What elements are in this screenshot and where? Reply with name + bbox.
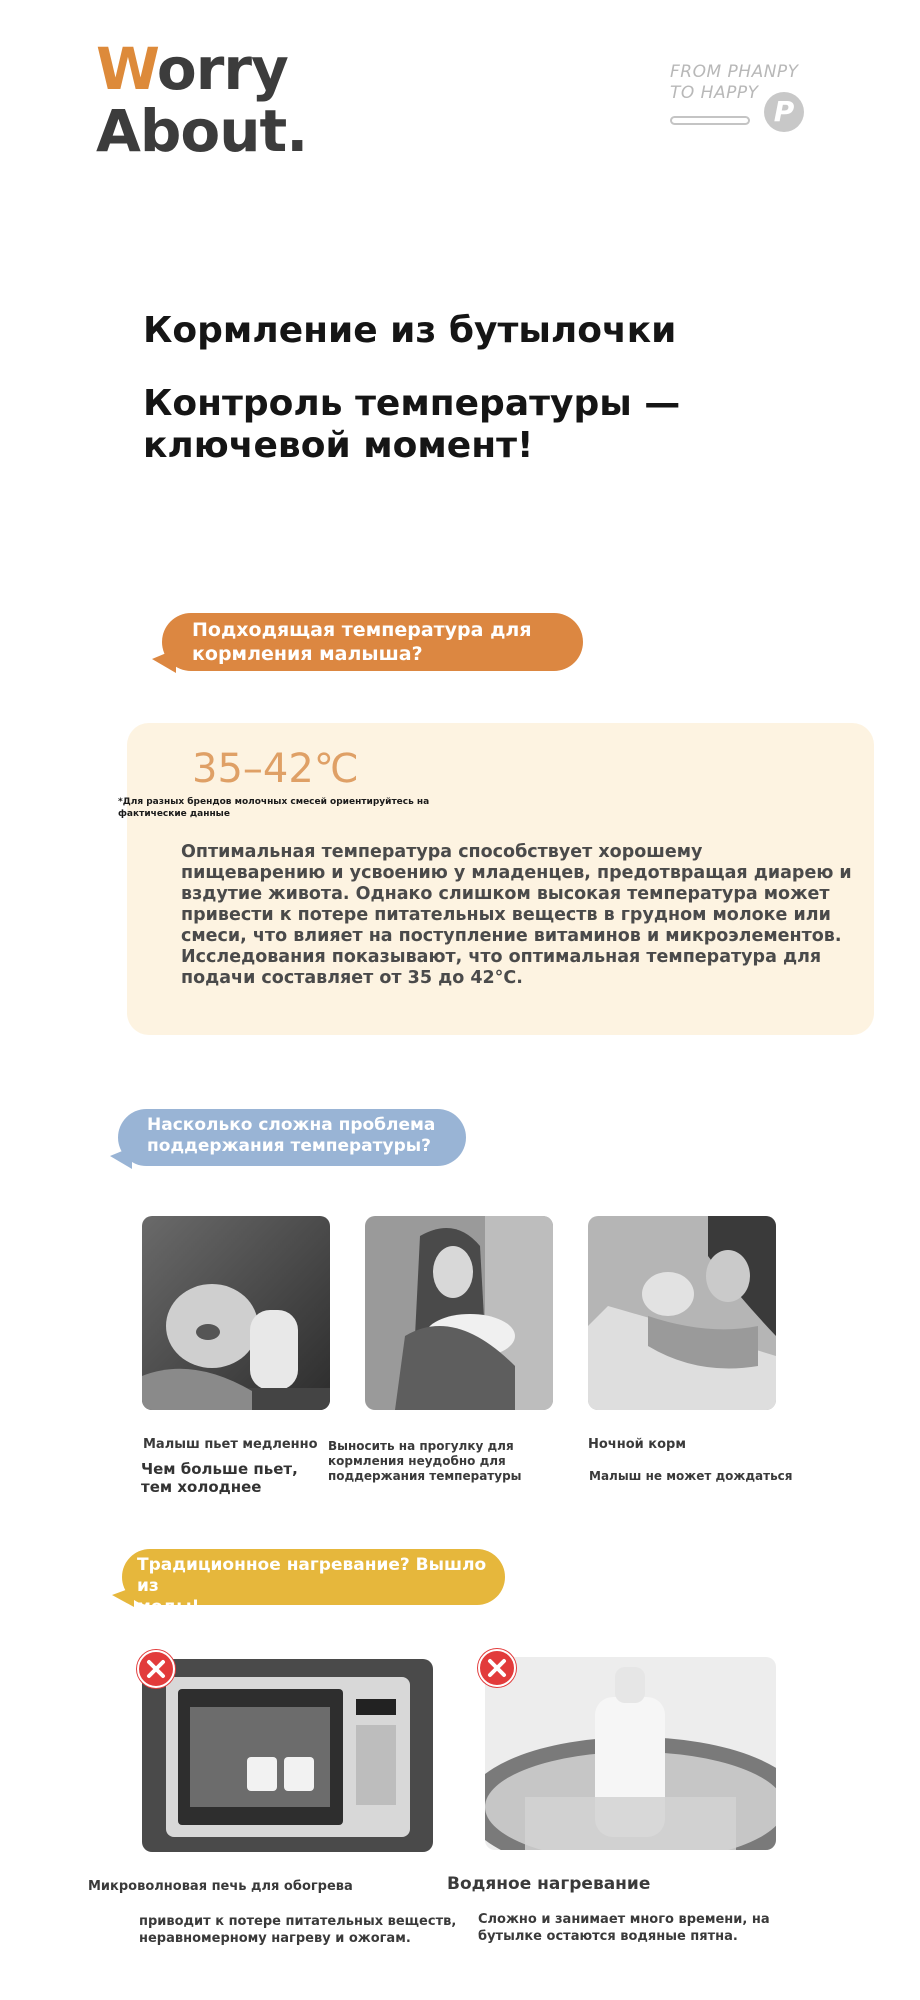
caption-microwave-title: Микроволновая печь для обогрева bbox=[88, 1879, 353, 1894]
x-mark-icon bbox=[136, 1649, 176, 1689]
heading-temperature-control: Контроль температуры — ключевой момент! bbox=[143, 383, 681, 466]
microwave-photo bbox=[142, 1659, 433, 1852]
bubble-body: Насколько сложна проблема поддержания температуры? bbox=[118, 1109, 466, 1166]
photo-night-feeding bbox=[588, 1216, 776, 1410]
logo bbox=[96, 35, 308, 165]
photo-mother-outdoor-feeding bbox=[365, 1216, 553, 1410]
caption-night-feeding-title: Ночной корм bbox=[588, 1437, 686, 1452]
photo-water-heating bbox=[485, 1657, 776, 1850]
mother-baby-photo bbox=[365, 1216, 553, 1410]
photo-baby-drinking-slowly bbox=[142, 1216, 330, 1410]
logo-line-1: Worry bbox=[96, 35, 288, 103]
photo-microwave bbox=[142, 1659, 433, 1852]
question-bubble-traditional-heating bbox=[112, 1549, 507, 1617]
bubble-tail bbox=[110, 1147, 132, 1169]
brand-tagline-1: FROM PHANPY bbox=[670, 62, 799, 82]
brand-bar bbox=[670, 116, 750, 125]
cross-icon bbox=[136, 1649, 176, 1689]
question-bubble-temperature bbox=[150, 613, 585, 675]
x-mark-icon bbox=[477, 1648, 517, 1688]
bottle-in-water-photo bbox=[485, 1657, 776, 1850]
brand-mark bbox=[670, 62, 820, 142]
night-feeding-photo bbox=[588, 1216, 776, 1410]
brand-note: *Для разных брендов молочных смесей ориентируйтесь на фактические данные bbox=[118, 797, 430, 819]
caption-water-heating-desc: Сложно и занимает много времени, на бутылке остаются водяные пятна. bbox=[478, 1912, 770, 1944]
caption-microwave-desc: приводит к потере питательных веществ, неравномерному нагреву и ожогам. bbox=[139, 1914, 457, 1946]
bubble-tail bbox=[152, 649, 176, 673]
caption-drinks-slowly-sub: Чем больше пьет, тем холоднее bbox=[141, 1460, 298, 1496]
caption-outdoor-feeding: Выносить на прогулку для кормления неудобно для поддержания температуры bbox=[328, 1439, 522, 1483]
logo-line-2: About. bbox=[96, 97, 308, 165]
bubble-body: Подходящая температура для кормления малыша? bbox=[162, 613, 583, 671]
caption-drinks-slowly-title: Малыш пьет медленно bbox=[143, 1437, 318, 1452]
caption-night-feeding-sub: Малыш не может дождаться bbox=[589, 1469, 793, 1483]
caption-water-heating-title: Водяное нагревание bbox=[447, 1874, 651, 1894]
question-bubble-difficulty bbox=[110, 1109, 470, 1171]
brand-p-icon: P bbox=[764, 92, 804, 132]
heading-bottle-feeding: Кормление из бутылочки bbox=[143, 310, 677, 351]
temperature-range: 35–42℃ bbox=[192, 746, 359, 792]
bubble-tail bbox=[112, 1587, 134, 1607]
cross-icon bbox=[477, 1648, 517, 1688]
baby-bottle-photo bbox=[142, 1216, 330, 1410]
brand-tagline-2: TO HAPPY bbox=[670, 83, 759, 103]
bubble-body: Традиционное нагревание? Вышло из моды! bbox=[122, 1549, 505, 1605]
temperature-description: Оптимальная температура способствует хорошему пищеварению и усвоению у младенцев, предотвращая диарею и вздутие живота. Однако слишком высокая температура может привести к потере питательных веществ в грудном молоке или смеси, что влияет на поступление витаминов и микроэлементов. Исследования показывают, что оптимальная температура для подачи составляет от 35 до 42°C. bbox=[181, 842, 852, 988]
